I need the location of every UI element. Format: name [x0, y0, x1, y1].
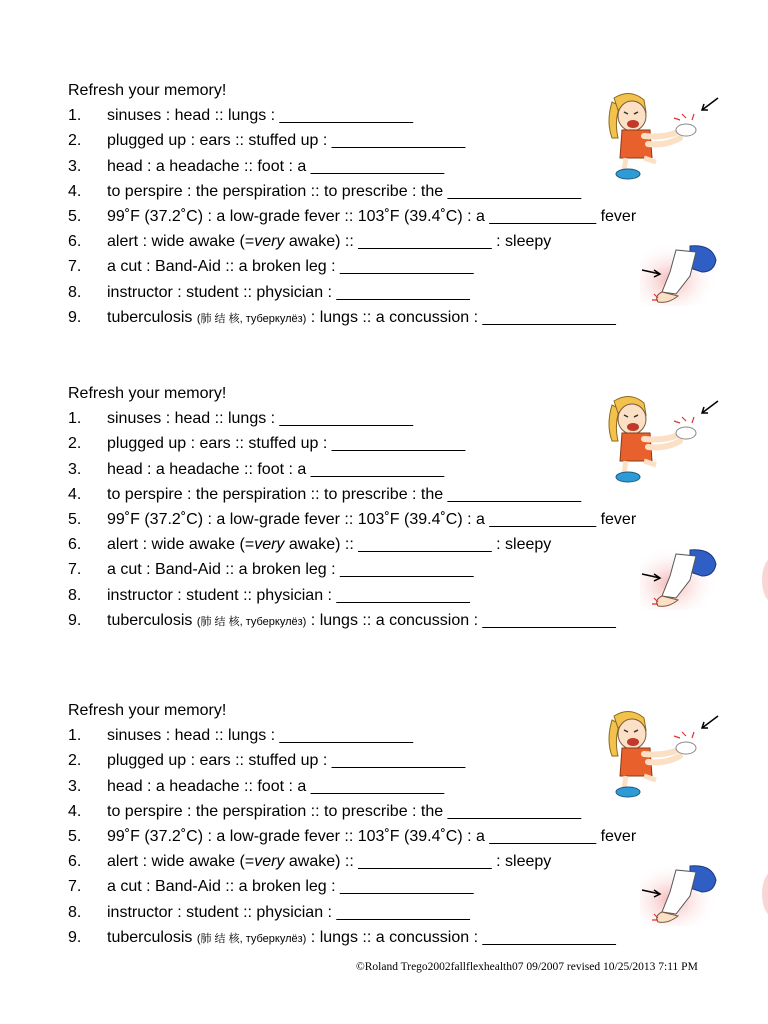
item-5: 5. 99˚F (37.2˚C) : a low-grade fever :: 103˚F (39.4˚C) : a ____________ fever — [68, 510, 637, 528]
item-3: 3. head : a headache :: foot : a _______________ — [68, 157, 445, 175]
item-3: 3. head : a headache :: foot : a _______________ — [68, 460, 445, 478]
item-2: 2. plugged up : ears :: stuffed up : _______________ — [68, 435, 466, 453]
item-1: 1. sinuses : head :: lungs : _______________ — [68, 727, 414, 745]
bandaged-broken-leg-icon — [640, 242, 718, 306]
item-2: 2. plugged up : ears :: stuffed up : _______________ — [68, 132, 466, 150]
crying-child-holding-foot-icon — [604, 92, 720, 182]
item-9: 9. tuberculosis (肺 结 核, туберкулёз) : lungs :: a concussion : _______________ — [68, 928, 616, 946]
item-8: 8. instructor : student :: physician : _______________ — [68, 283, 470, 301]
item-7: 7. a cut : Band-Aid :: a broken leg : _______________ — [68, 561, 474, 579]
item-8: 8. instructor : student :: physician : _______________ — [68, 586, 470, 604]
item-6: 6. alert : wide awake (=very awake) :: _______________ : sleepy — [68, 233, 552, 251]
item-1: 1. sinuses : head :: lungs : _______________ — [68, 107, 414, 125]
copyright-footer: ©Roland Trego2002fallflexhealth07 09/2007 revised 10/25/2013 7:11 PM — [356, 961, 698, 973]
item-1: 1. sinuses : head :: lungs : _______________ — [68, 410, 414, 428]
crying-child-holding-foot-icon — [604, 710, 720, 800]
bandaged-broken-leg-icon — [640, 862, 718, 926]
item-5: 5. 99˚F (37.2˚C) : a low-grade fever :: 103˚F (39.4˚C) : a ____________ fever — [68, 827, 637, 845]
item-8: 8. instructor : student :: physician : _______________ — [68, 903, 470, 921]
item-4: 4. to perspire : the perspiration :: to prescribe : the _______________ — [68, 802, 582, 820]
item-7: 7. a cut : Band-Aid :: a broken leg : _______________ — [68, 878, 474, 896]
item-7: 7. a cut : Band-Aid :: a broken leg : _______________ — [68, 258, 474, 276]
cropped-leg-edge-icon — [754, 866, 768, 922]
item-4: 4. to perspire : the perspiration :: to prescribe : the _______________ — [68, 485, 582, 503]
item-4: 4. to perspire : the perspiration :: to prescribe : the _______________ — [68, 182, 582, 200]
item-9: 9. tuberculosis (肺 结 核, туберкулёз) : lungs :: a concussion : _______________ — [68, 611, 616, 629]
bandaged-broken-leg-icon — [640, 546, 718, 610]
cropped-leg-edge-icon — [754, 552, 768, 608]
item-6: 6. alert : wide awake (=very awake) :: _______________ : sleepy — [68, 853, 552, 871]
worksheet-title: Refresh your memory! — [68, 702, 227, 719]
item-9: 9. tuberculosis (肺 结 核, туберкулёз) : lungs :: a concussion : _______________ — [68, 308, 616, 326]
item-3: 3. head : a headache :: foot : a _______________ — [68, 777, 445, 795]
item-2: 2. plugged up : ears :: stuffed up : _______________ — [68, 752, 466, 770]
worksheet-title: Refresh your memory! — [68, 82, 227, 99]
item-5: 5. 99˚F (37.2˚C) : a low-grade fever :: 103˚F (39.4˚C) : a ____________ fever — [68, 207, 637, 225]
worksheet-title: Refresh your memory! — [68, 385, 227, 402]
crying-child-holding-foot-icon — [604, 395, 720, 485]
item-6: 6. alert : wide awake (=very awake) :: _______________ : sleepy — [68, 536, 552, 554]
